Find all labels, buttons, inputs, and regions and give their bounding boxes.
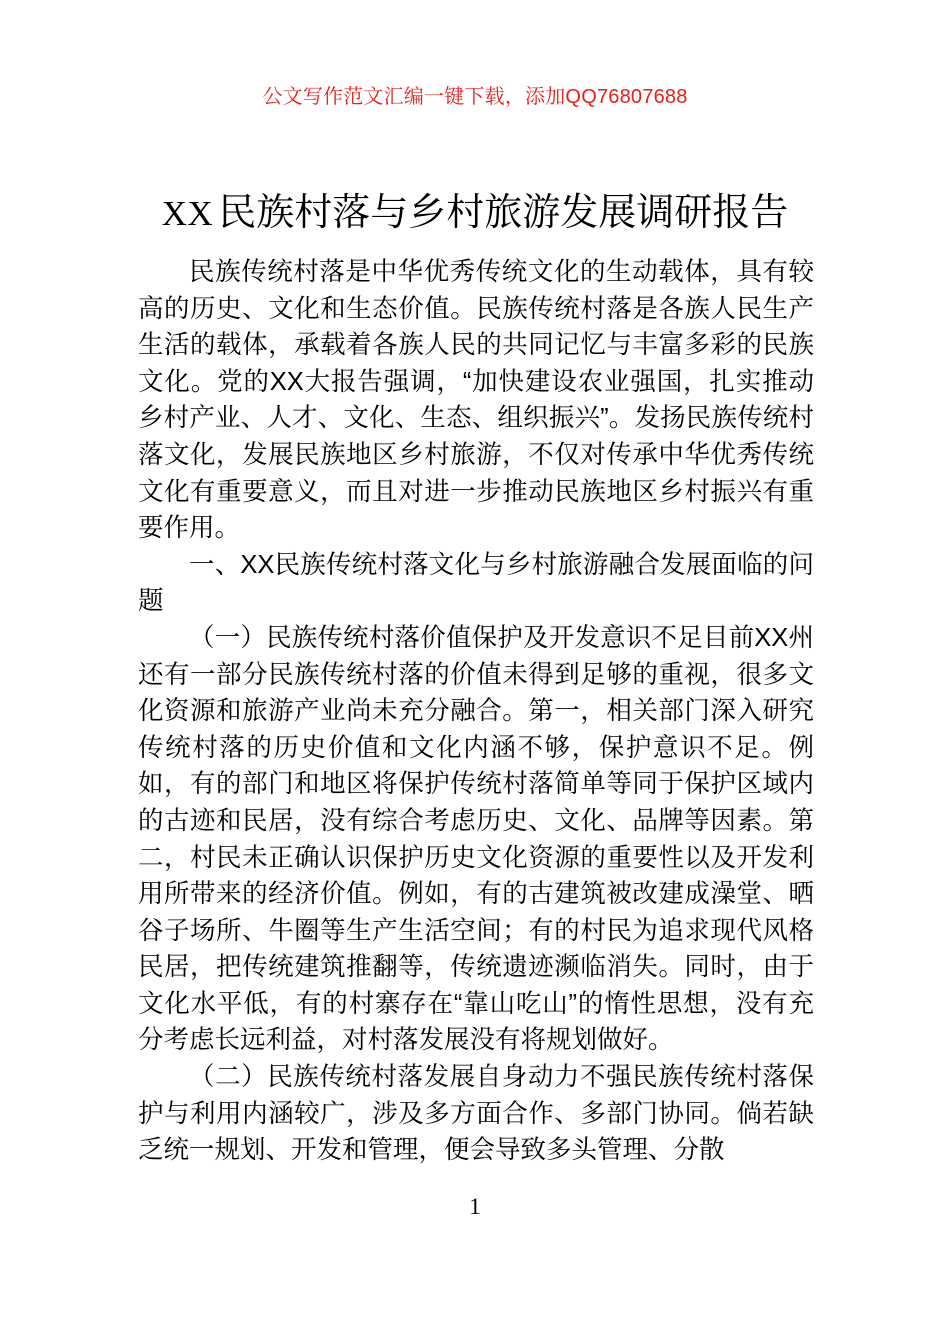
page-title: [0, 187, 950, 240]
paragraph-subsection-one: （一）民族传统村落价值保护及开发意识不足目前XX州还有一部分民族传统村落的价值未得到足够的重视，很多文化资源和旅游产业尚未充分融合。第一，相关部门深入研究传统村落的历史价值和文化内涵不够，保护意识不足。例如，有的部门和地区将保护传统村落简单等同于保护区域内的古迹和民居，没有综合考虑历史、文化、品牌等因素。第二，村民未正确认识保护历史文化资源的重要性以及开发利用所带来的经济价值。例如，有的古建筑被改建成澡堂、晒谷子场所、牛圈等生产生活空间；有的村民为追求现代风格民居，把传统建筑推翻等，传统遗迹濒临消失。同时，由于文化水平低，有的村寨存在“靠山吃山”的惰性思想，没有充分考虑长远利益，对村落发展没有将规划做好。: [138, 623, 814, 1055]
page-number: 1: [469, 1194, 481, 1219]
page-title-prefix: XX: [161, 194, 214, 234]
page-title-text: 民族村落与乡村旅游发展调研报告: [218, 192, 789, 235]
paragraph-subsection-two: （二）民族传统村落发展自身动力不强民族传统村落保护与利用内涵较广，涉及多方面合作、多部门协同。倘若缺乏统一规划、开发和管理，便会导致多头管理、分散: [138, 1063, 814, 1165]
promo-watermark-header: 公文写作范文汇编一键下载，添加QQ76807688: [262, 86, 688, 108]
section-heading-one: 一、XX民族传统村落文化与乡村旅游融合发展面临的问题: [138, 550, 814, 616]
paragraph-intro: 民族传统村落是中华优秀传统文化的生动载体，具有较高的历史、文化和生态价值。民族传统村落是各族人民生产生活的载体，承载着各族人民的共同记忆与丰富多彩的民族文化。党的XX大报告强调，“加快建设农业强国，扎实推动乡村产业、人才、文化、生态、组织振兴”。发扬民族传统村落文化，发展民族地区乡村旅游，不仅对传承中华优秀传统文化有重要意义，而且对进一步推动民族地区乡村振兴有重要作用。: [138, 258, 814, 543]
document-body: [138, 254, 814, 1169]
